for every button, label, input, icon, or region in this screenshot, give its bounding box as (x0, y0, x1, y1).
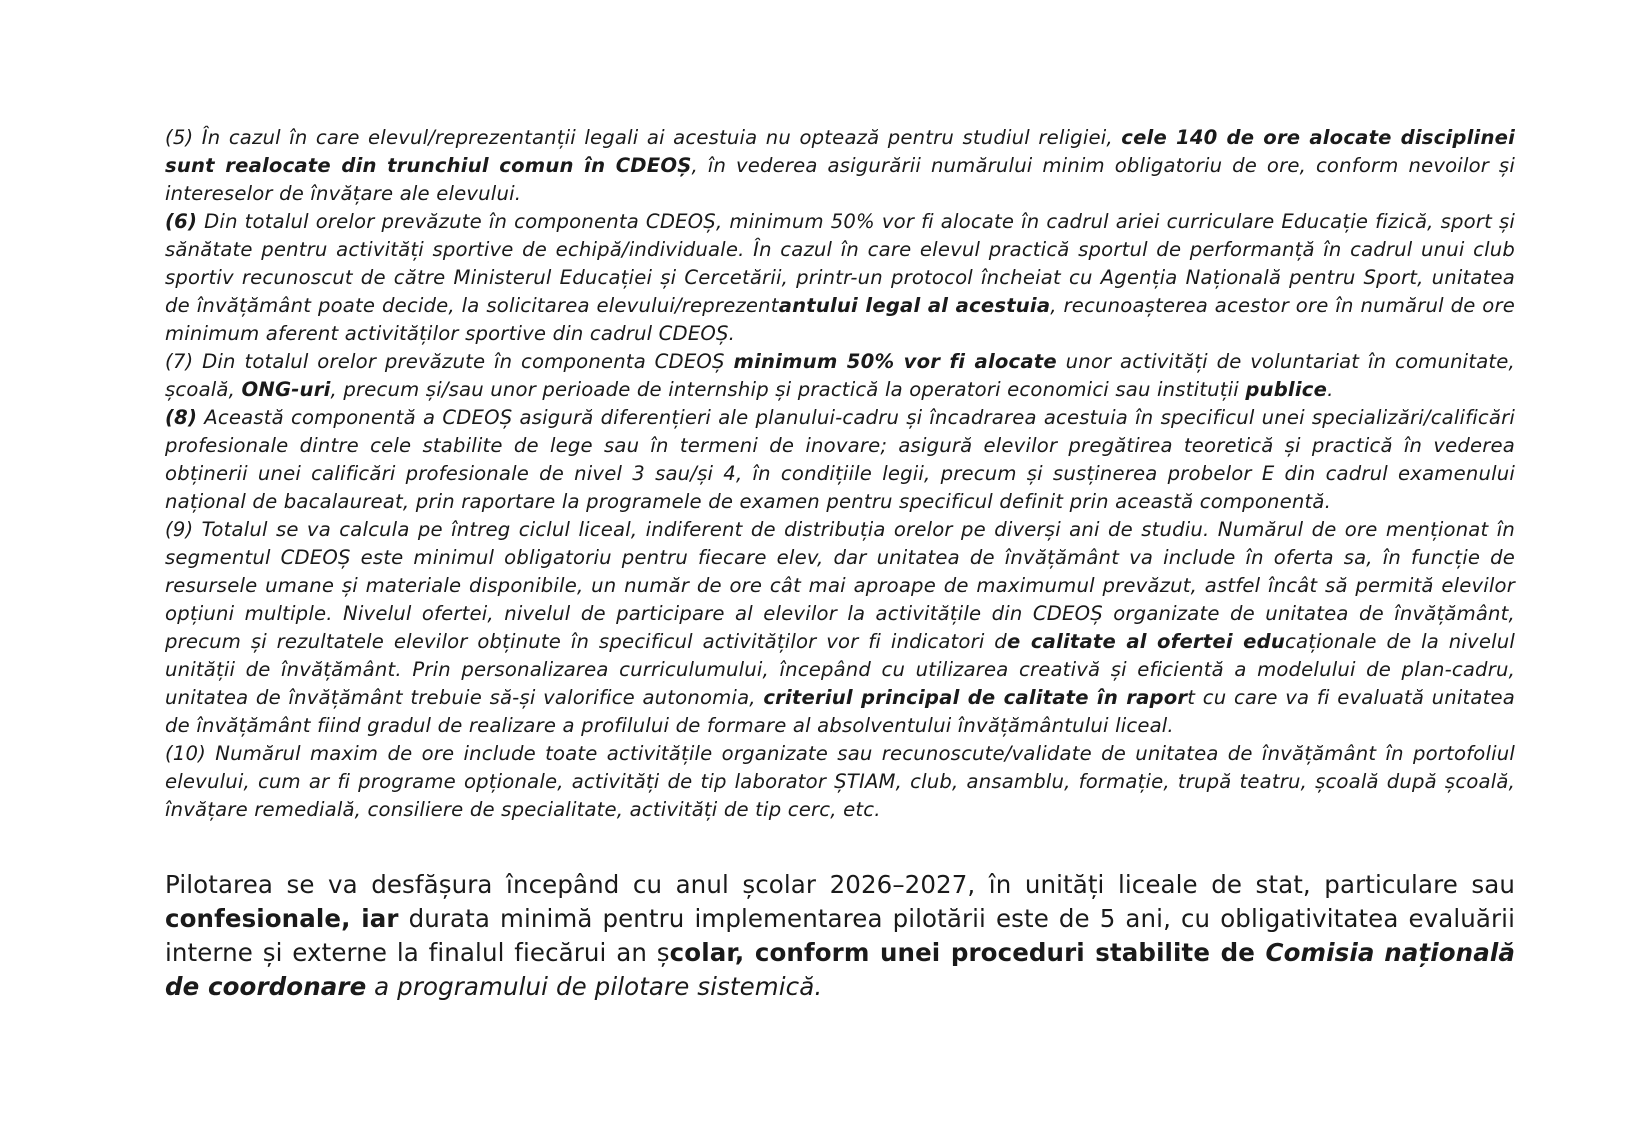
document-page (165, 124, 1515, 1029)
note-10: (10) Numărul maxim de ore include toate activitățile organizate sau recunoscute/validate de unitatea de învățământ în portofoliul elevului, cum ar fi programe opționale, activități de tip laborator ȘTIAM, club, ansamblu, formație, trupă teatru, școală după școală, învățare remedială, consiliere de specialitate, activități de tip cerc, etc. (165, 742, 1515, 821)
note-5: (5) În cazul în care elevul/reprezentanții legali ai acestuia nu optează pentru studiul religiei, cele 140 de ore alocate disciplinei sunt realocate din trunchiul comun în CDEOȘ, în vederea asigurării numărului minim obligatoriu de ore, conform nevoilor și intereselor de învățare ale elevului. (165, 126, 1516, 205)
note-6: (6) Din totalul orelor prevăzute în componenta CDEOȘ, minimum 50% vor fi alocate în cadrul ariei curriculare Educație fizică, sport și sănătate pentru activități sportive de echipă/individuale. În cazul în care elevul practică sportul de performanță în cadrul unui club sportiv recunoscut de către Ministerul Educației și Cercetării, printr-un protocol încheiat cu Agenția Națională pentru Sport, unitatea de învățământ poate decide, la solicitarea elevului/reprezentantului legal al acestuia, recunoașterea acestor ore în numărul de ore minimum aferent activităților sportive din cadrul CDEOȘ. (165, 210, 1516, 345)
closing-paragraph: Pilotarea se va desfășura începând cu anul școlar 2026–2027, în unități liceale de stat, particulare sau confesionale, iar durata minimă pentru implementarea pilotării este de 5 ani, cu obligativitatea evaluării interne și externe la finalul fiecărui an școlar, conform unei proceduri stabilite de Comisia națională de coordonare a programului de pilotare sistemică. (165, 870, 1515, 1001)
notes-section (165, 124, 1515, 824)
note-8: (8) Această componentă a CDEOȘ asigură diferențieri ale planului-cadru și încadrarea acestuia în specificul unei specializări/calificări profesionale dintre cele stabilite de lege sau în termeni de inovare; asigură elevilor pregătirea teoretică și practică în vederea obținerii unei calificări profesionale de nivel 3 sau/și 4, în condițiile legii, precum și susținerea probelor E din cadrul examenului național de bacalaureat, prin raportare la programele de examen pentru specificul definit prin această componentă. (165, 406, 1515, 513)
note-7: (7) Din totalul orelor prevăzute în componenta CDEOȘ minimum 50% vor fi alocate unor activități de voluntariat în comunitate, școală, ONG-uri, precum și/sau unor perioade de internship și practică la operatori economici sau instituții publice. (165, 350, 1515, 401)
note-9: (9) Totalul se va calcula pe întreg ciclul liceal, indiferent de distribuția orelor pe diverși ani de studiu. Numărul de ore menționat în segmentul CDEOȘ este minimul obligatoriu pentru fiecare elev, dar unitatea de învățământ va include în oferta sa, în funcție de resursele umane și materiale disponibile, un număr de ore cât mai aproape de maximumul prevăzut, astfel încât să permită elevilor opțiuni multiple. Nivelul ofertei, nivelul de participare al elevilor la activitățile din CDEOȘ organizate de unitatea de învățământ, precum și rezultatele elevilor obținute în specificul activităților vor fi indicatori de calitate al ofertei educaționale de la nivelul unității de învățământ. Prin personalizarea curriculumului, începând cu utilizarea creativă și eficientă a modelului de plan-cadru, unitatea de învățământ trebuie să-și valorifice autonomia, criteriul principal de calitate în raport cu care va fi evaluată unitatea de învățământ fiind gradul de realizare a profilului de formare al absolventului învățământului liceal. (165, 518, 1515, 737)
